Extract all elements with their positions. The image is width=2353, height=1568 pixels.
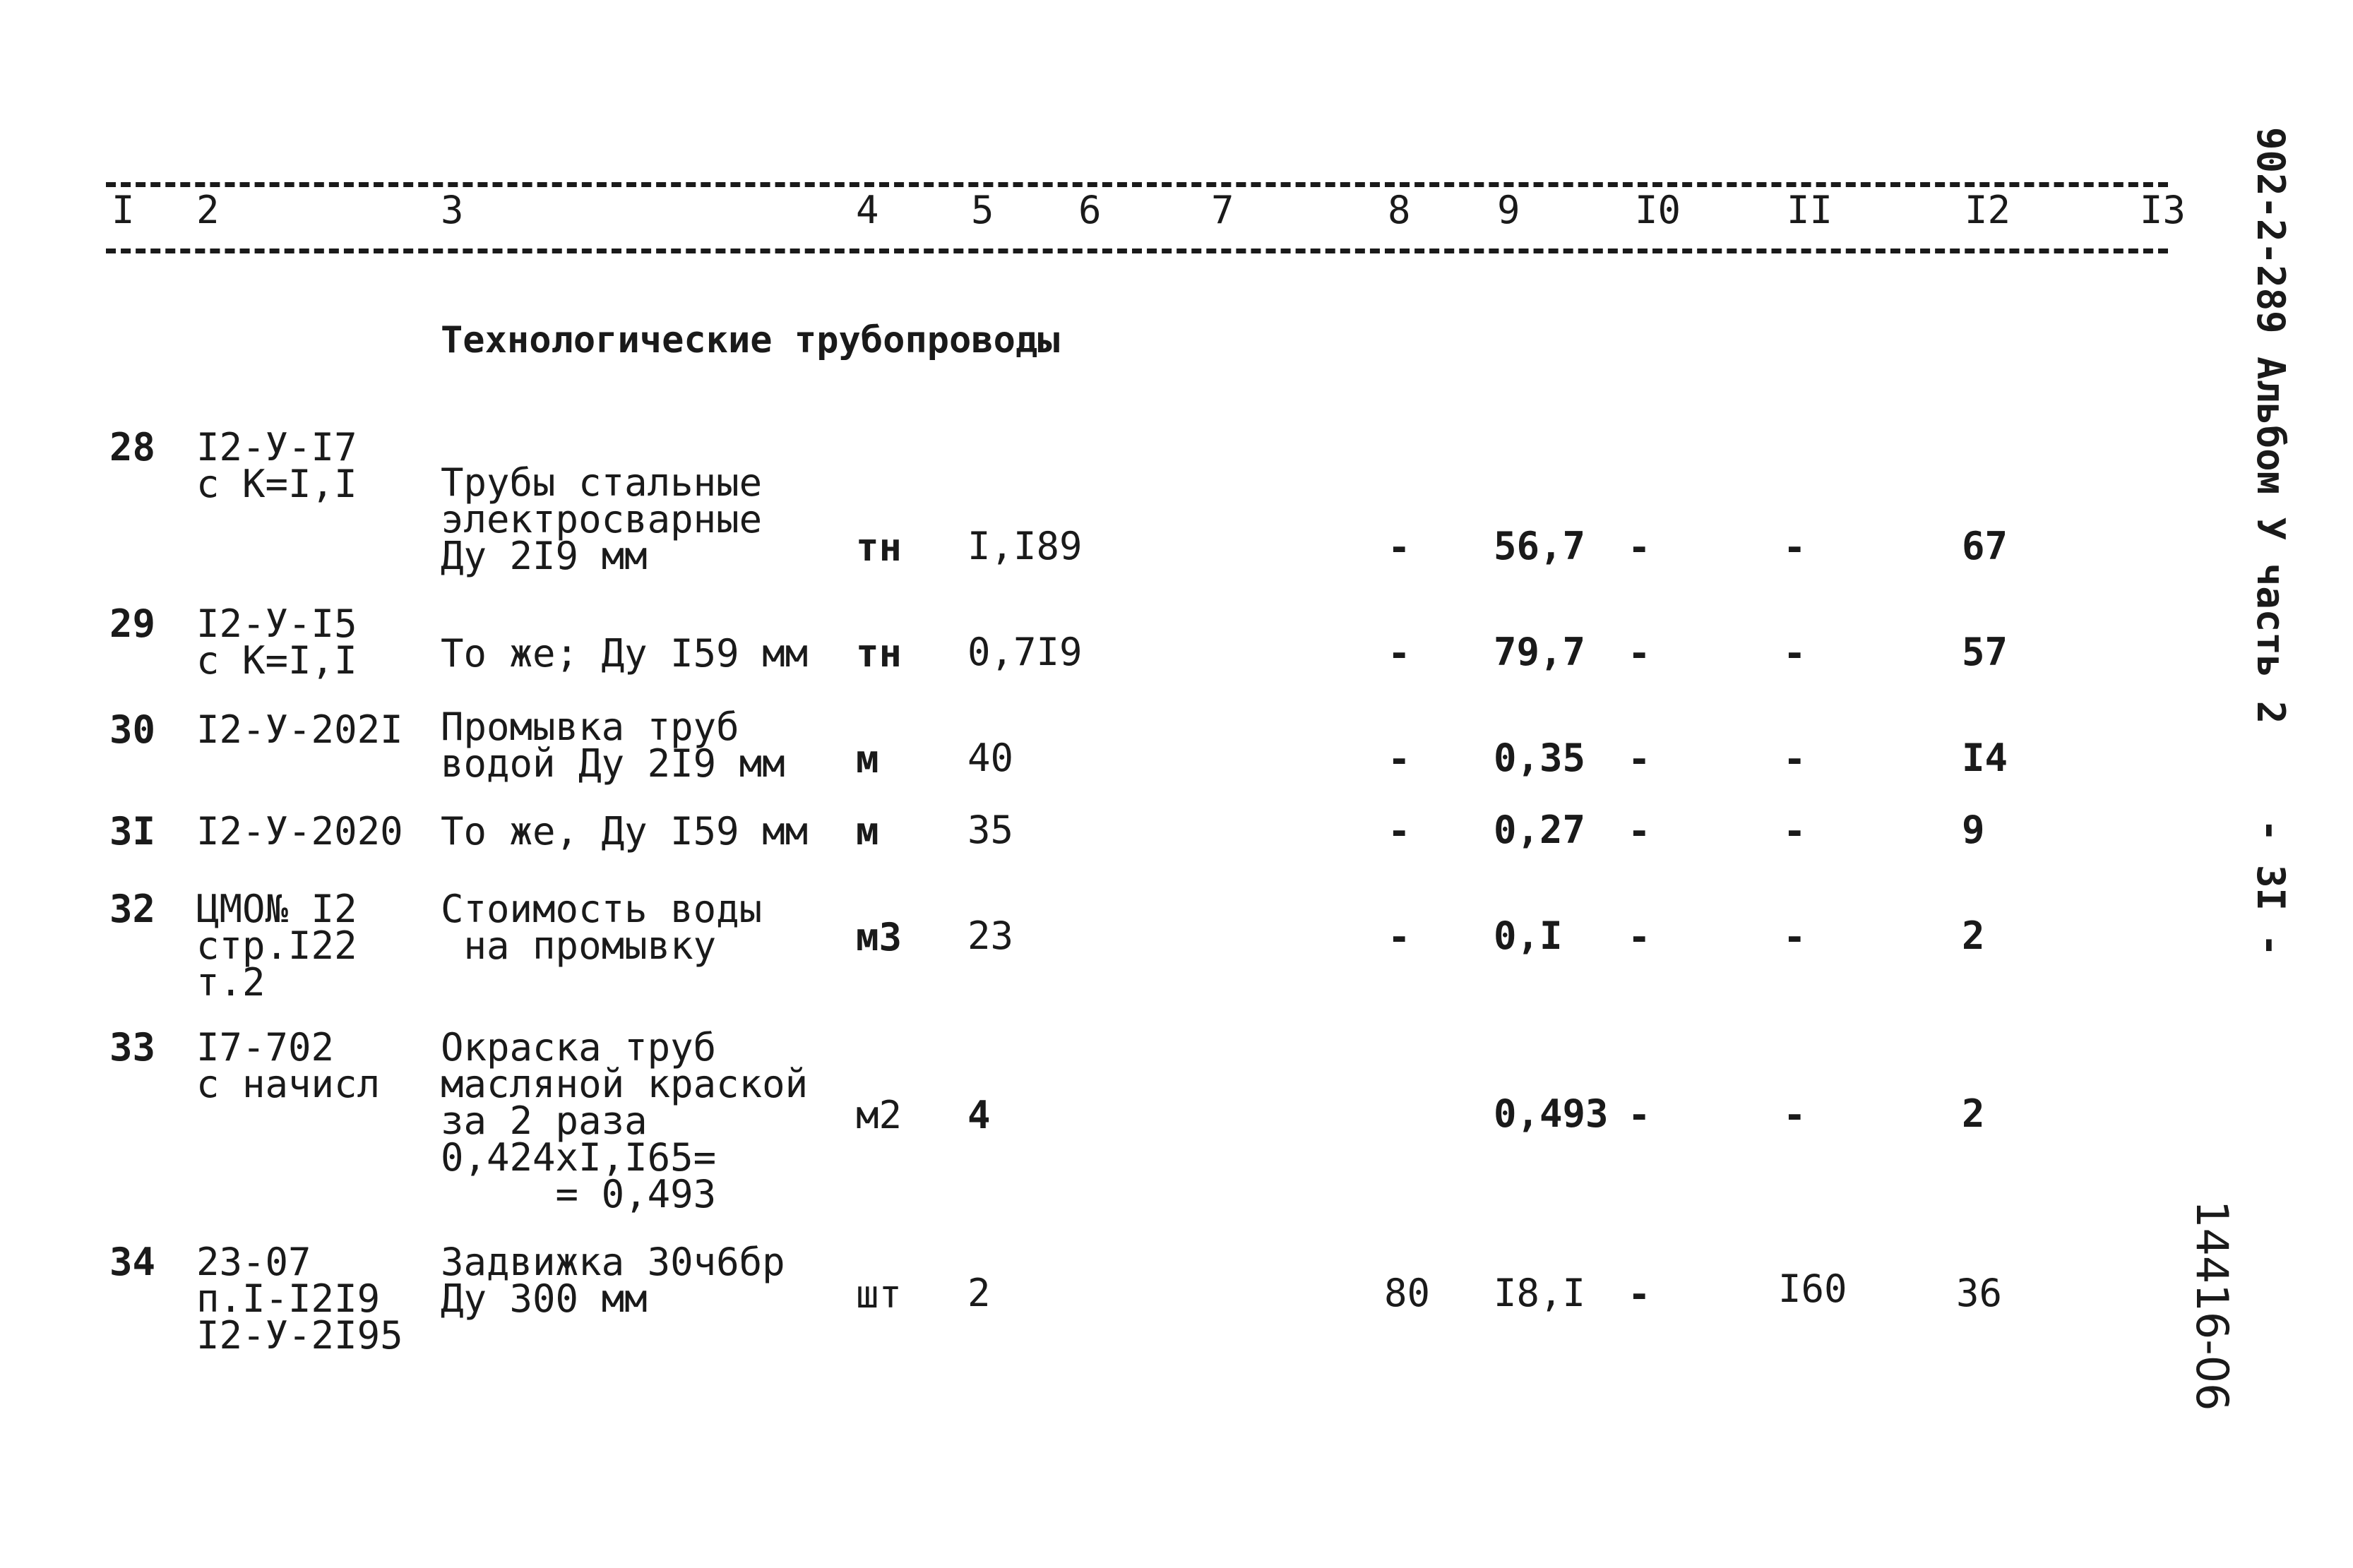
row-number: 34 [109,1240,156,1284]
column-header-8: 8 [1388,188,1411,232]
row-quantity: 40 [967,736,1014,780]
column-header-6: 6 [1078,188,1102,232]
row-col8: 80 [1384,1271,1431,1315]
row-col10: - [1628,631,1651,676]
row-code: I2-У-202I [196,707,403,752]
column-header-1: I [112,188,135,232]
row-col8: - [1388,809,1411,854]
row-unit: м [856,809,879,854]
row-number: 28 [109,425,156,469]
row-col12: 2 [1962,914,1985,958]
row-unit: м3 [856,915,903,959]
header-bottom-dashed-line [106,249,2168,253]
row-code: ЦМО№ I2 стр.I22 т.2 [196,887,357,1005]
row-col9: 56,7 [1494,524,1586,568]
row-number: 30 [109,707,156,752]
row-col12: 9 [1962,808,1985,852]
row-number: 3I [109,809,156,854]
row-col8: - [1388,915,1411,959]
row-col10: - [1628,1093,1651,1137]
column-header-10: I0 [1635,188,1681,232]
row-code: I2-У-2020 [196,809,403,854]
row-name: Стоимость воды на промывку [441,887,763,968]
side-document-title: 902-2-289 Альбом У часть 2 [2248,127,2293,724]
row-col9: 0,35 [1494,736,1586,780]
row-quantity: 23 [967,914,1014,958]
row-col11: I60 [1778,1267,1847,1311]
row-col9: 0,493 [1494,1091,1609,1136]
row-col9: I8,I [1494,1271,1586,1315]
row-quantity: 35 [967,808,1014,852]
column-header-3: 3 [441,188,464,232]
column-header-2: 2 [196,188,220,232]
page-number: - 3I - [2248,819,2293,957]
row-unit: тн [856,525,903,570]
header-top-dashed-line [106,182,2168,187]
row-unit: шт [856,1272,903,1317]
row-unit: м2 [856,1093,903,1137]
row-code: 23-07 п.I-I2I9 I2-У-2I95 [196,1240,403,1358]
row-col10: - [1628,915,1651,959]
row-number: 29 [109,602,156,646]
row-name: Трубы стальные электросварные Ду 2I9 мм [441,460,763,578]
row-code: I2-У-I7 с К=I,I [196,425,357,506]
column-header-5: 5 [971,188,994,232]
row-name: Окраска труб масляной краской за 2 раза 0,424хI,I65= = 0,493 [441,1025,809,1216]
row-col12: 36 [1956,1271,2003,1315]
row-code: I7-702 с начисл [196,1025,381,1106]
row-col11: - [1783,525,1806,570]
column-header-12: I2 [1965,188,2011,232]
row-unit: м [856,737,879,782]
row-col11: - [1783,809,1806,854]
column-header-7: 7 [1211,188,1234,232]
row-col10: - [1628,809,1651,854]
column-header-4: 4 [856,188,879,232]
row-code: I2-У-I5 с К=I,I [196,602,357,683]
row-col8: - [1388,737,1411,782]
row-number: 33 [109,1025,156,1070]
row-quantity: I,I89 [967,524,1083,568]
row-col11: - [1783,1093,1806,1137]
row-col10: - [1628,737,1651,782]
row-col12: 2 [1962,1091,1985,1136]
row-col12: 67 [1962,524,2008,568]
row-quantity: 4 [967,1093,991,1137]
handwritten-code: 14416-06 [2186,1200,2238,1411]
row-col8: - [1388,525,1411,570]
row-name: То же; Ду I59 мм [441,631,809,676]
row-col10: - [1628,1272,1651,1317]
row-quantity: 2 [967,1271,991,1315]
row-quantity: 0,7I9 [967,630,1083,674]
row-col9: 0,I [1494,914,1563,958]
row-name: То же, Ду I59 мм [441,809,809,854]
column-header-9: 9 [1497,188,1520,232]
row-name: Промывка труб водой Ду 2I9 мм [441,705,785,786]
row-col9: 0,27 [1494,808,1586,852]
row-col11: - [1783,915,1806,959]
row-col12: 57 [1962,630,2008,674]
section-title: Технологические трубопроводы [441,319,1060,361]
row-col11: - [1783,631,1806,676]
row-number: 32 [109,887,156,931]
column-header-11: II [1787,188,1833,232]
row-name: Задвижка 30ч6бр Ду 300 мм [441,1240,785,1321]
row-col10: - [1628,525,1651,570]
row-col12: I4 [1962,736,2008,780]
row-col8: - [1388,631,1411,676]
row-col11: - [1783,737,1806,782]
row-col9: 79,7 [1494,630,1586,674]
row-unit: тн [856,631,903,676]
column-header-13: I3 [2140,188,2186,232]
